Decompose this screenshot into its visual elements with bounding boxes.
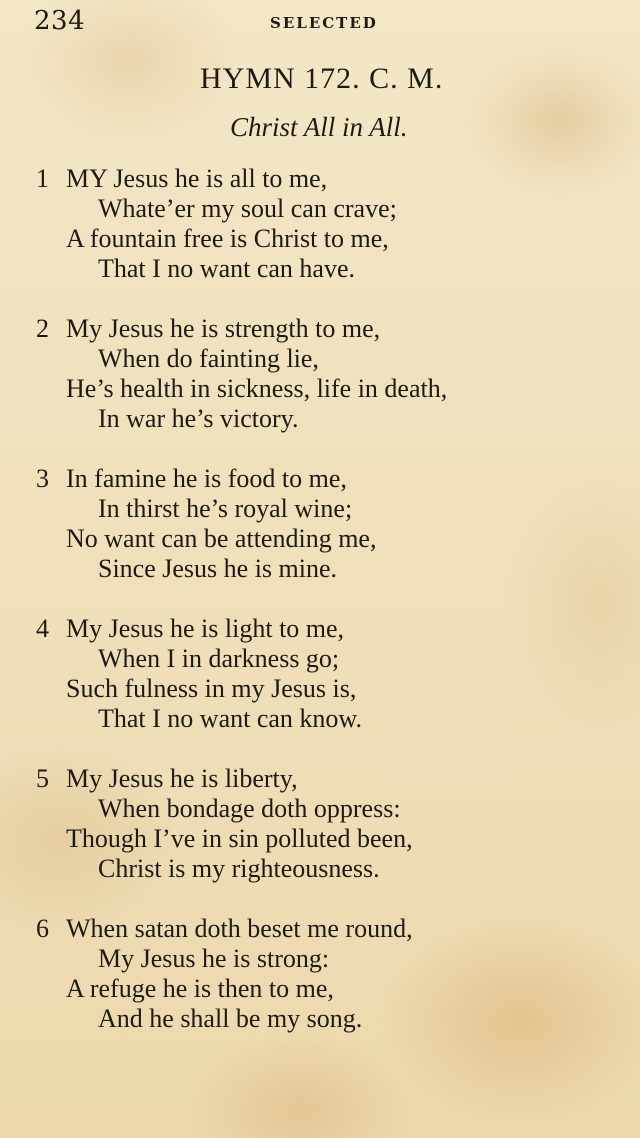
page-header: [34, 6, 624, 36]
verse-line: When satan doth beset me round,: [66, 914, 413, 943]
hymn-title: HYMN 172. C. M.: [200, 62, 444, 95]
verse-line: MY Jesus he is all to me,: [66, 164, 328, 193]
verse-line: Since Jesus he is mine.: [98, 554, 338, 583]
verse-line: My Jesus he is strength to me,: [66, 314, 381, 343]
verse-line: A refuge he is then to me,: [66, 974, 334, 1003]
verse-line: No want can be attending me,: [66, 524, 377, 553]
verse-line: And he shall be my song.: [98, 1004, 363, 1033]
verse-line: That I no want can have.: [98, 254, 356, 283]
verse-list: [0, 164, 640, 1064]
verse-number: 1: [36, 164, 49, 193]
verse-line: When bondage doth oppress:: [98, 794, 401, 823]
verse-number: 5: [36, 764, 49, 793]
verse-line: He’s health in sickness, life in death,: [66, 374, 448, 403]
verse-line: Such fulness in my Jesus is,: [66, 674, 357, 703]
hymn-subtitle: Christ All in All.: [230, 112, 408, 142]
verse-4: [0, 614, 640, 764]
verse-6: [0, 914, 640, 1064]
verse-line: Whate’er my soul can crave;: [98, 194, 397, 223]
verse-3: [0, 464, 640, 614]
verse-1: [0, 164, 640, 314]
verse-5: [0, 764, 640, 914]
verse-line: In war he’s victory.: [98, 404, 299, 433]
verse-number: 4: [36, 614, 49, 643]
verse-line: Though I’ve in sin polluted been,: [66, 824, 413, 853]
verse-number: 2: [36, 314, 49, 343]
verse-line: My Jesus he is strong:: [98, 944, 330, 973]
verse-number: 3: [36, 464, 49, 493]
verse-line: A fountain free is Christ to me,: [66, 224, 389, 253]
verse-2: [0, 314, 640, 464]
verse-line: In thirst he’s royal wine;: [98, 494, 353, 523]
verse-line: My Jesus he is light to me,: [66, 614, 345, 643]
verse-line: My Jesus he is liberty,: [66, 764, 298, 793]
verse-line: That I no want can know.: [98, 704, 363, 733]
verse-line: When do fainting lie,: [98, 344, 319, 373]
verse-line: Christ is my righteousness.: [98, 854, 380, 883]
verse-line: When I in darkness go;: [98, 644, 340, 673]
verse-line: In famine he is food to me,: [66, 464, 347, 493]
running-head: SELECTED: [270, 14, 378, 32]
page-number: 234: [34, 6, 86, 36]
verse-number: 6: [36, 914, 49, 943]
